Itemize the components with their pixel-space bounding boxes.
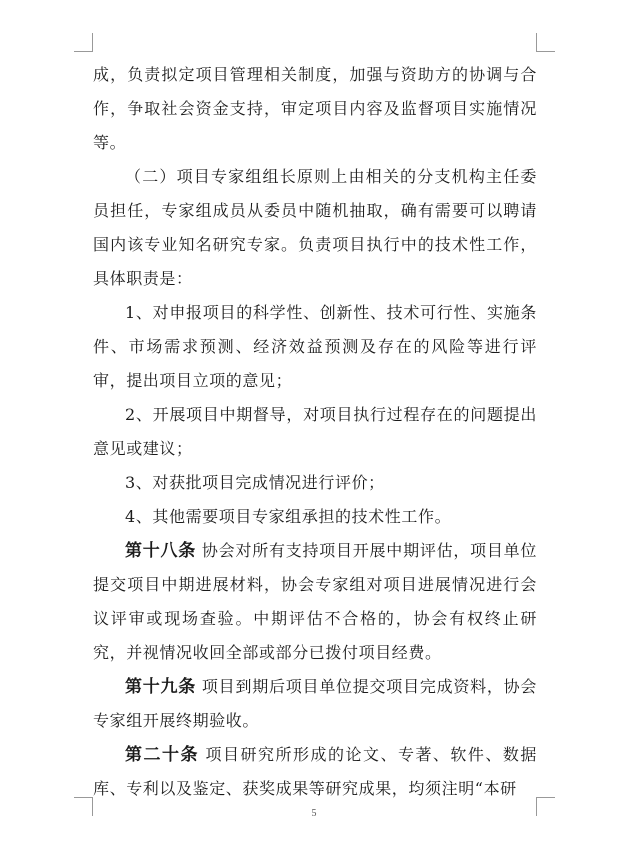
page-number: 5 (311, 808, 317, 819)
crop-mark-top-right (536, 33, 555, 52)
article-heading: 第十九条 (125, 677, 197, 697)
article-20: 第二十条 项目研究所形成的论文、专著、软件、数据库、专利以及鉴定、获奖成果等研究成果，均须注明“本研 (93, 745, 537, 798)
list-item-2: 2、开展项目中期督导，对项目执行过程存在的问题提出意见或建议； (93, 405, 537, 458)
list-item-4: 4、其他需要项目专家组承担的技术性工作。 (125, 507, 452, 526)
list-item-3: 3、对获批项目完成情况进行评价； (125, 473, 385, 492)
paragraph-expert-group: （二）项目专家组组长原则上由相关的分支机构主任委员担任，专家组成员从委员中随机抽取，确有需要可以聘请国内该专业知名研究专家。负责项目执行中的技术性工作，具体职责是： (93, 167, 537, 288)
article-18: 第十八条 协会对所有支持项目开展中期评估，项目单位提交项目中期进展材料，协会专家组对项目进展情况进行会议评审或现场查验。中期评估不合格的，协会有权终止研究，并视情况收回全部或部分已拨付项目经费。 (93, 541, 538, 662)
article-heading: 第二十条 (125, 745, 199, 765)
crop-mark-top-left (74, 33, 93, 52)
paragraph-continuation: 成，负责拟定项目管理相关制度，加强与资助方的协调与合作，争取社会资金支持，审定项目内容及监督项目实施情况等。 (93, 65, 537, 152)
article-19: 第十九条 项目到期后项目单位提交项目完成资料，协会专家组开展终期验收。 (93, 677, 538, 730)
list-item-1: 1、对申报项目的科学性、创新性、技术可行性、实施条件、市场需求预测、经济效益预测及存在的风险等进行评审，提出项目立项的意见； (93, 303, 537, 390)
document-body (93, 58, 537, 806)
article-heading: 第十八条 (125, 541, 197, 561)
